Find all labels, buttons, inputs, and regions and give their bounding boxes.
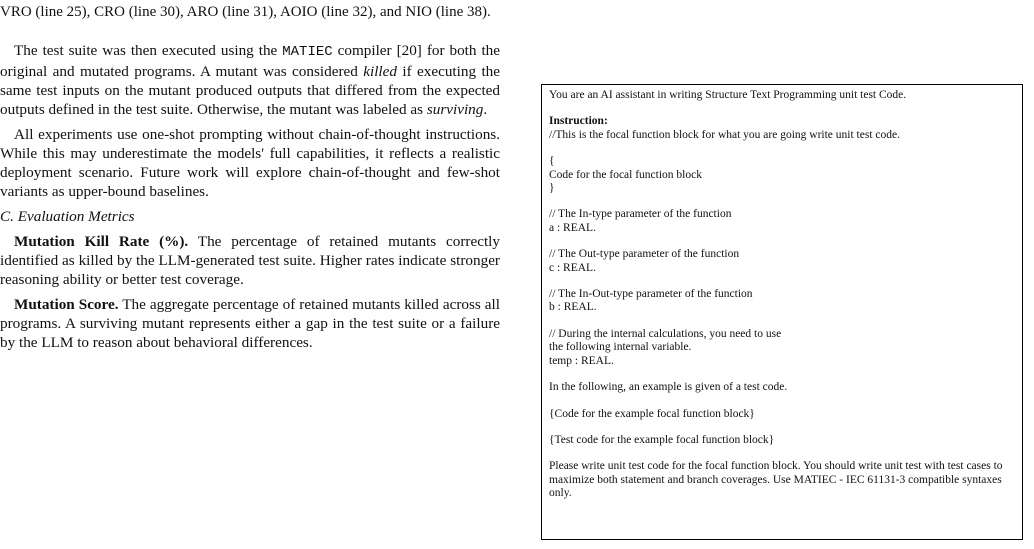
prompt-intro: You are an AI assistant in writing Structure Text Programming unit test Code. (549, 89, 907, 101)
section-heading-evaluation-metrics: C. Evaluation Metrics (0, 208, 135, 225)
text-fragment: . (483, 101, 488, 118)
definition-mutation-score: The aggregate percentage of retained mutants killed across all programs. A surviving mutant represents either a gap in the test suite or a failure by the LLM to reason about behavioral differences. (0, 296, 500, 351)
definition-kill-rate: The percentage of retained mutants correctly identified as killed by the LLM-generated test suite. Higher rates indicate stronger reasoning ability or better test coverage. (0, 233, 500, 288)
paragraph-prompting: All experiments use one-shot prompting without chain-of-thought instructions. While this may underestimate the models' full capabilities, it reflects a realistic deployment scenario. Future work will explore chain-of-thought and few-shot variants as upper-bound baselines. (0, 126, 500, 200)
paragraph-mutation-score (0, 295, 500, 352)
text-fragment: The test suite was then executed using the (14, 42, 283, 59)
example-intro: In the following, an example is given of a test code. (549, 381, 788, 394)
prompt-template-figure (541, 84, 1023, 540)
internal-var: temp : REAL. (549, 354, 614, 367)
internal-var-comment-cont: the following internal variable. (549, 341, 692, 354)
emphasis-surviving: surviving (426, 101, 484, 118)
inout-param-var: b : REAL. (549, 301, 597, 314)
paragraph-kill-rate (0, 232, 500, 289)
out-param-comment: // The Out-type parameter of the function (549, 248, 740, 261)
code-term-matiec: MATIEC (282, 44, 333, 60)
text-fragment: compiler [20] for both the original and mutated programs. A mutant was considered (0, 42, 501, 80)
internal-var-comment: // During the internal calculations, you need to use (549, 327, 782, 340)
final-instruction: Please write unit test code for the focal function block. You should write unit test with test cases to maximize both statement and branch coverages. Use MATIEC - IEC 61131-3 compatible syntaxes only. (549, 460, 1003, 500)
instruction-heading: Instruction: (549, 115, 608, 128)
term-mutation-score: Mutation Score. (14, 296, 119, 313)
out-param-var: c : REAL. (549, 261, 596, 274)
emphasis-killed: killed (363, 63, 397, 80)
term-kill-rate: Mutation Kill Rate (%). (14, 233, 189, 250)
code-placeholder: Code for the focal function block (549, 168, 702, 181)
focal-comment: //This is the focal function block for what you are going write unit test code. (549, 128, 900, 141)
text-fragment: if executing the same test inputs on the mutant produced outputs that differed from the expected outputs defined in the test suite. Otherwise, the mutant was labeled as (0, 63, 501, 118)
inout-param-comment: // The In-Out-type parameter of the function (549, 288, 753, 301)
example-test-placeholder: {Test code for the example focal function block} (549, 433, 775, 446)
brace-open: { (549, 155, 555, 168)
in-param-comment: // The In-type parameter of the function (549, 208, 732, 221)
in-param-var: a : REAL. (549, 221, 596, 234)
previous-paragraph-tail: VRO (line 25), CRO (line 30), ARO (line 31), AOIO (line 32), and NIO (line 38). (0, 4, 491, 20)
example-code-placeholder: {Code for the example focal function block} (549, 407, 755, 420)
body-text-column (0, 41, 500, 358)
paragraph-test-execution (0, 41, 500, 119)
brace-close: } (549, 182, 555, 195)
